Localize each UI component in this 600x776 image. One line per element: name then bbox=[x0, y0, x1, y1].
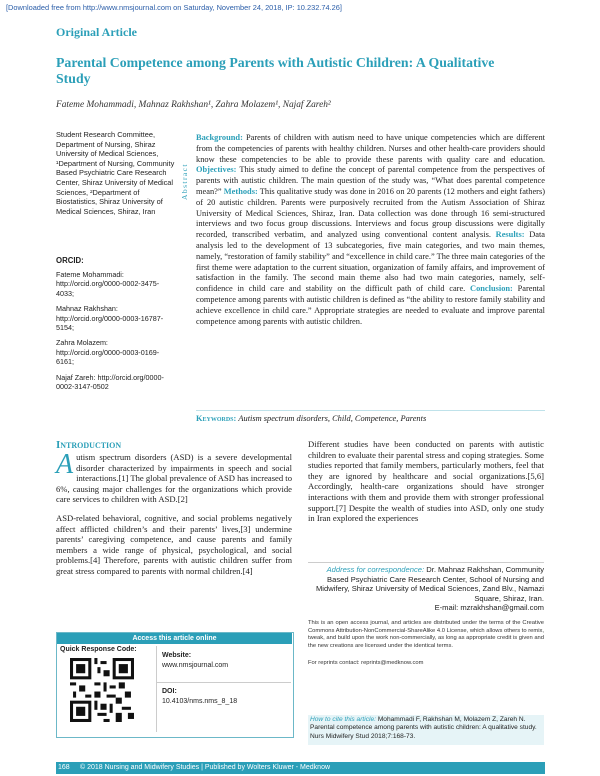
results-heading: Results: bbox=[495, 230, 525, 240]
abstract bbox=[196, 133, 545, 327]
qr-label: Quick Response Code: bbox=[60, 646, 137, 653]
correspondence-email[interactable]: E-mail: mzrakhshan@gmail.com bbox=[434, 603, 544, 613]
intro-paragraph-1 bbox=[56, 449, 292, 505]
footer-text: © 2018 Nursing and Midwifery Studies | Published by Wolters Kluwer - Medknow bbox=[80, 764, 331, 771]
orcid-item[interactable]: Fateme Mohammadi: http://orcid.org/0000-0002-3475-4033; bbox=[56, 270, 160, 298]
page-number: 168 bbox=[58, 764, 70, 771]
intro-heading: Introduction bbox=[56, 439, 122, 451]
orcid-list bbox=[56, 270, 176, 397]
results-text: Data analysis led to the development of 13 subcategories, five main categories, and two main themes, namely, “restoration of family stability” and “excellence in child care.” The three main categories of the first theme were adaptation to the current situation, organization of family affairs, and improvement of satisfaction in the family. The second main theme also had two main categories, namely, self-confidence in child care and stability on the difficult path of child care. bbox=[196, 230, 546, 294]
keywords bbox=[196, 410, 545, 423]
intro-paragraph-2: ASD-related behavioral, cognitive, and social problems negatively affect afflicted children’s and their parents’ lives,[3] undermine parents’ caregiving competence, and cause parents and family members a wide range of physical, psychological, and social problems.[4] Therefore, parents with autistic children suffer from great stress compared to parents with normal children.[4] bbox=[56, 512, 292, 576]
objectives-heading: Objectives: bbox=[196, 165, 237, 175]
how-to-cite-heading: How to cite this article: bbox=[310, 716, 376, 723]
how-to-cite-text: Mohammadi F, Rakhshan M, Molazem Z, Zareh N. Parental competence among parents with autistic children: A qualitative study. Nurs Midwifery Stud 2018;7:168-73. bbox=[310, 716, 537, 740]
access-divider bbox=[156, 646, 157, 732]
download-note: [Downloaded free from http://www.nmsjournal.com on Saturday, November 24, 2018, IP: 10.232.74.26] bbox=[6, 3, 342, 12]
section-label: Original Article bbox=[56, 25, 137, 39]
orcid-item[interactable]: Najaf Zareh: http://orcid.org/0000-0002-3147-0502 bbox=[56, 372, 164, 392]
correspondence-heading: Address for correspondence: bbox=[326, 565, 425, 574]
drop-cap: A bbox=[56, 449, 74, 480]
intro-column-1 bbox=[56, 449, 292, 585]
intro-column-2: Different studies have been conducted on parents with autistic children to evaluate their parental stress and coping strategies. Some studies reported that family members, particularly mothers, feel that they are ignored by healthcare and social organizations.[5,6] Accordingly, health-care organizations should have stronger interactions with them and provide them with stronger professional support.[7] Despite the wealth of studies into ASD, only one study in Iran explored the experiences bbox=[308, 439, 544, 524]
conclusion-text: Parental competence among parents with autistic children is defined as “the ability to restore family stability and achieve excellence in child care.” Appropriate strategies are needed to evaluate and improve parental competence among parents with autistic children. bbox=[196, 284, 546, 326]
how-to-cite bbox=[308, 715, 544, 745]
abstract-side-label bbox=[180, 140, 194, 200]
website-label: Website: bbox=[162, 652, 192, 659]
objectives-text: This study aimed to define the concept of parental competence from the perspectives of parents with autistic children. The main question of the study was, “What does parental competence mean?” bbox=[196, 165, 545, 196]
affiliation-text: Student Research Committee, Department of Nursing, Shiraz University of Medical Sciences, ¹Department of Nursing, Community Based Psychiatric Care Research Center, Shiraz University of Medical Sciences, ²Department of Biostatistics, Shiraz University of Medical Sciences, Shiraz, Iran bbox=[56, 130, 175, 216]
methods-heading: Methods: bbox=[223, 186, 258, 196]
doi-link[interactable]: 10.4103/nms.nms_8_18 bbox=[162, 698, 238, 705]
qr-code-icon[interactable] bbox=[70, 658, 134, 722]
correspondence bbox=[308, 562, 544, 613]
background-heading: Background: bbox=[196, 133, 243, 142]
affiliations bbox=[56, 130, 176, 216]
doi-label: DOI: bbox=[162, 688, 177, 695]
conclusion-heading: Conclusion: bbox=[470, 284, 513, 294]
access-divider-horizontal bbox=[157, 682, 291, 683]
correspondence-text: Dr. Mahnaz Rakhshan, Community Based Psychiatric Care Research Center, School of Nursing and Midwifery, Shiraz University of Medical Sciences, Zand Blv., Namazi Square, Shiraz, Iran. bbox=[315, 565, 544, 603]
reprints-contact: For reprints contact: reprints@medknow.com bbox=[308, 660, 424, 666]
authors: Fateme Mohammadi, Mahnaz Rakhshan¹, Zahra Molazem¹, Najaf Zareh² bbox=[56, 100, 331, 110]
license-text: This is an open access journal, and articles are distributed under the terms of the Creative Commons Attribution-NonCommercial-ShareAlike 4.0 License, which allows others to remix, tweak, and build upon the work non-commercially, as long as appropriate credit is given and the new creations are licensed under the identical terms. bbox=[308, 620, 544, 649]
background-text: Parents of children with autism need to have unique competencies which are different from the competencies of parents with healthy children. Nurses and other health-care providers should know these competencies to be able to provide these parents with quality care and education. bbox=[196, 133, 545, 164]
article-title: Parental Competence among Parents with Autistic Children: A Qualitative Study bbox=[56, 55, 495, 86]
orcid-item[interactable]: Zahra Molazem: http://orcid.org/0000-0003-0169-6161; bbox=[56, 338, 160, 367]
keywords-text: Autism spectrum disorders, Child, Competence, Parents bbox=[238, 414, 427, 423]
keywords-heading: Keywords: bbox=[196, 414, 237, 423]
intro-p1-text: utism spectrum disorders (ASD) is a severe developmental disorder characterized by impairments in speech and social interactions.[1] The global prevalence of ASD has increased to 6%, causing major challenges for the organizations which provide care services to children with ASD.[2] bbox=[56, 452, 292, 505]
website-link[interactable]: www.nmsjournal.com bbox=[162, 662, 229, 669]
methods-text: This qualitative study was done in 2016 on 20 parents (12 mothers and eight fathers) of 20 autistic children. Parents were purposively recruited from the Autism Association of Shiraz University of Medical Sciences, Shiraz, Iran. Data collection was done through 16 semi-structured interviews and two focus group discussions. Interviews and focus group discussions were digitally recorded, transcribed verbatim, and analyzed using conventional content analysis. bbox=[196, 186, 545, 240]
access-heading: Access this article online bbox=[57, 633, 292, 644]
orcid-heading: ORCID: bbox=[56, 256, 84, 265]
orcid-item[interactable]: Mahnaz Rakhshan: http://orcid.org/0000-0003-16787-5154; bbox=[56, 304, 164, 333]
abstract-label-text: Abstract bbox=[180, 163, 189, 200]
